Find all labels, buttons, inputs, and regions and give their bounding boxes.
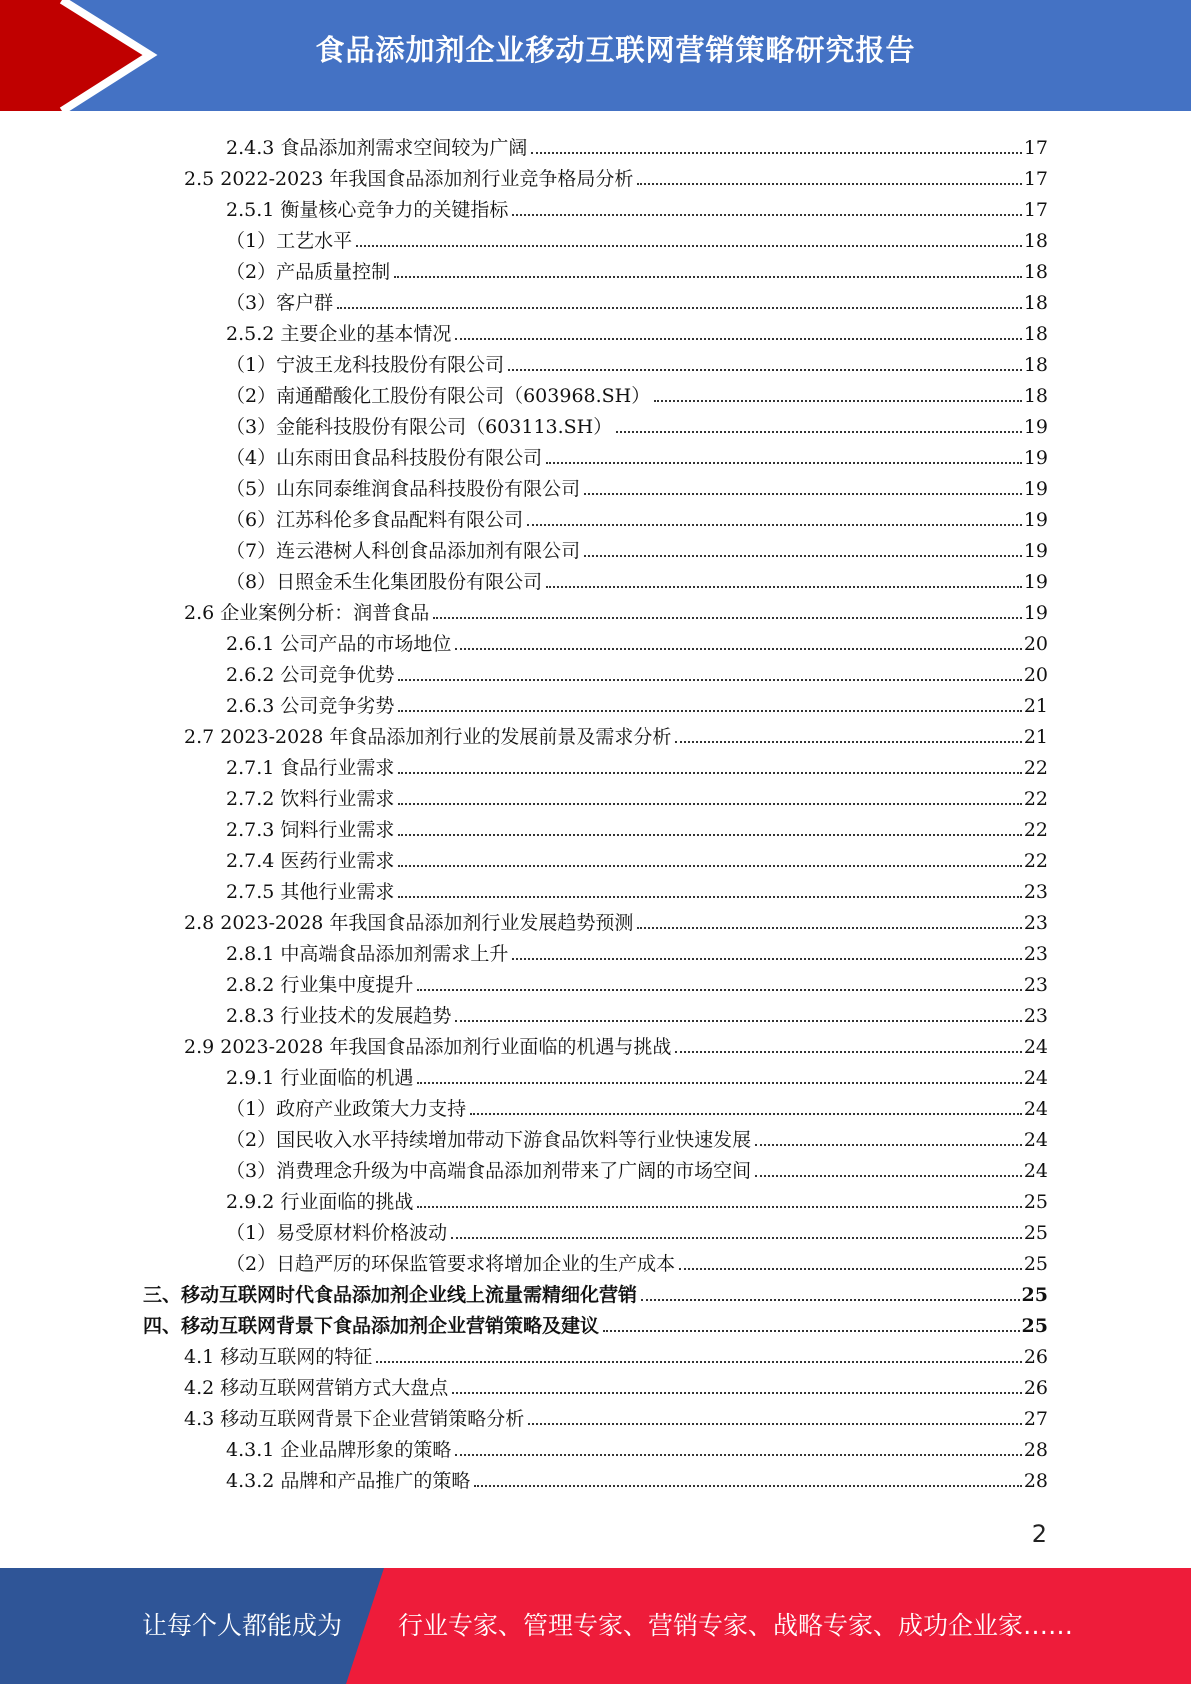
toc-dot-leader [755, 1175, 1022, 1177]
toc-entry-label: 4.3.2 品牌和产品推广的策略 [226, 1470, 471, 1492]
toc-entry-page: 19 [1023, 509, 1048, 531]
toc-entry[interactable] [226, 934, 1048, 965]
toc-entry-label: 2.9 2023-2028 年我国食品添加剂行业面临的机遇与挑战 [184, 1036, 672, 1058]
toc-entry[interactable] [184, 717, 1048, 748]
toc-entry[interactable] [226, 469, 1048, 500]
toc-dot-leader [455, 338, 1021, 340]
toc-dot-leader [451, 1237, 1022, 1239]
toc-entry[interactable] [226, 872, 1048, 903]
toc-dot-leader [398, 679, 1021, 681]
toc-entry-page: 25 [1023, 1253, 1048, 1275]
toc-entry-label: 2.7.2 饮料行业需求 [226, 788, 395, 810]
toc-dot-leader [398, 896, 1021, 898]
toc-entry-page: 20 [1023, 633, 1048, 655]
toc-entry[interactable] [143, 1275, 1048, 1306]
toc-entry[interactable] [226, 438, 1048, 469]
toc-dot-leader [398, 772, 1021, 774]
toc-entry-page: 22 [1023, 757, 1048, 779]
toc-entry[interactable] [184, 1027, 1048, 1058]
toc-entry-label: 2.7 2023-2028 年食品添加剂行业的发展前景及需求分析 [184, 726, 672, 748]
toc-dot-leader [398, 710, 1021, 712]
toc-entry-label: （6）江苏科伦多食品配料有限公司 [226, 509, 524, 531]
toc-entry[interactable] [226, 1151, 1048, 1182]
toc-dot-leader [654, 400, 1022, 402]
toc-entry[interactable] [226, 1182, 1048, 1213]
toc-entry-label: 2.6 企业案例分析：润普食品 [184, 602, 430, 624]
toc-entry[interactable] [226, 283, 1048, 314]
toc-entry-page: 28 [1023, 1470, 1048, 1492]
toc-entry-label: （1）易受原材料价格波动 [226, 1222, 448, 1244]
page-number: 2 [1031, 1520, 1047, 1548]
toc-entry[interactable] [226, 190, 1048, 221]
toc-entry-page: 23 [1023, 912, 1048, 934]
toc-entry-label: 2.5.1 衡量核心竞争力的关键指标 [226, 199, 509, 221]
toc-entry-label: 2.7.3 饲料行业需求 [226, 819, 395, 841]
toc-entry-label: （3）消费理念升级为中高端食品添加剂带来了广阔的市场空间 [226, 1160, 752, 1182]
toc-entry-label: 4.1 移动互联网的特征 [184, 1346, 373, 1368]
toc-entry-label: 四、移动互联网背景下食品添加剂企业营销策略及建议 [143, 1315, 600, 1337]
toc-entry-page: 25 [1021, 1315, 1048, 1337]
toc-entry[interactable] [226, 252, 1048, 283]
toc-dot-leader [527, 524, 1022, 526]
toc-entry-label: 4.3.1 企业品牌形象的策略 [226, 1439, 452, 1461]
toc-entry[interactable] [226, 1120, 1048, 1151]
toc-entry-page: 27 [1023, 1408, 1048, 1430]
toc-entry-page: 23 [1023, 974, 1048, 996]
toc-entry[interactable] [226, 1461, 1048, 1492]
toc-dot-leader [474, 1485, 1021, 1487]
toc-entry-page: 22 [1023, 819, 1048, 841]
toc-entry-label: 2.6.1 公司产品的市场地位 [226, 633, 452, 655]
toc-dot-leader [433, 617, 1022, 619]
toc-entry[interactable] [226, 562, 1048, 593]
toc-entry-page: 19 [1023, 447, 1048, 469]
toc-entry-page: 19 [1023, 540, 1048, 562]
toc-entry-label: （3）金能科技股份有限公司（603113.SH） [226, 416, 613, 438]
toc-entry-label: 2.7.1 食品行业需求 [226, 757, 395, 779]
toc-entry[interactable] [226, 314, 1048, 345]
toc-entry-label: 2.6.3 公司竞争劣势 [226, 695, 395, 717]
toc-entry[interactable] [226, 810, 1048, 841]
toc-entry-page: 22 [1023, 788, 1048, 810]
toc-dot-leader [531, 152, 1021, 154]
toc-entry-page: 24 [1023, 1067, 1048, 1089]
toc-entry[interactable] [226, 1213, 1048, 1244]
toc-dot-leader [512, 958, 1021, 960]
toc-entry-page: 19 [1023, 571, 1048, 593]
toc-dot-leader [376, 1361, 1022, 1363]
toc-entry-label: 2.8.3 行业技术的发展趋势 [226, 1005, 452, 1027]
toc-dot-leader [616, 431, 1022, 433]
footer-slogan-right: 行业专家、管理专家、营销专家、战略专家、成功企业家…… [398, 1611, 1074, 1640]
toc-entry-page: 18 [1023, 261, 1048, 283]
toc-dot-leader [675, 741, 1021, 743]
toc-entry-page: 18 [1023, 323, 1048, 345]
toc-entry[interactable] [184, 1337, 1048, 1368]
toc-entry-label: 2.4.3 食品添加剂需求空间较为广阔 [226, 137, 528, 159]
toc-entry-page: 19 [1023, 478, 1048, 500]
toc-dot-leader [455, 1020, 1021, 1022]
toc-dot-leader [528, 1423, 1022, 1425]
toc-dot-leader [337, 307, 1022, 309]
toc-entry[interactable] [226, 376, 1048, 407]
toc-entry-page: 18 [1023, 292, 1048, 314]
toc-entry-page: 17 [1023, 199, 1048, 221]
toc-entry-label: 2.9.1 行业面临的机遇 [226, 1067, 414, 1089]
toc-entry-label: （5）山东同泰维润食品科技股份有限公司 [226, 478, 581, 500]
toc-entry-label: （3）客户群 [226, 292, 334, 314]
toc-entry[interactable] [226, 841, 1048, 872]
toc-entry-label: 2.8.2 行业集中度提升 [226, 974, 414, 996]
toc-entry-label: 2.5 2022-2023 年我国食品添加剂行业竞争格局分析 [184, 168, 634, 190]
toc-entry[interactable] [226, 1089, 1048, 1120]
toc-entry-label: 2.6.2 公司竞争优势 [226, 664, 395, 686]
toc-dot-leader [452, 1392, 1022, 1394]
toc-dot-leader [455, 648, 1021, 650]
toc-entry-page: 22 [1023, 850, 1048, 872]
toc-entry[interactable] [226, 655, 1048, 686]
toc-entry-page: 26 [1023, 1377, 1048, 1399]
toc-entry[interactable] [226, 1058, 1048, 1089]
toc-entry[interactable] [226, 686, 1048, 717]
toc-entry[interactable] [226, 996, 1048, 1027]
toc-entry-label: （1）工艺水平 [226, 230, 353, 252]
toc-entry-label: 4.2 移动互联网营销方式大盘点 [184, 1377, 449, 1399]
toc-entry-page: 23 [1023, 943, 1048, 965]
toc-entry[interactable] [226, 1244, 1048, 1275]
toc-entry[interactable] [226, 1430, 1048, 1461]
toc-entry-page: 18 [1023, 354, 1048, 376]
toc-entry-page: 21 [1023, 695, 1048, 717]
toc-dot-leader [675, 1051, 1021, 1053]
toc-entry-page: 26 [1023, 1346, 1048, 1368]
toc-dot-leader [455, 1454, 1021, 1456]
toc-dot-leader [356, 245, 1022, 247]
toc-entry-label: 2.8 2023-2028 年我国食品添加剂行业发展趋势预测 [184, 912, 634, 934]
toc-entry-page: 18 [1023, 230, 1048, 252]
toc-entry-label: 三、移动互联网时代食品添加剂企业线上流量需精细化营销 [143, 1284, 638, 1306]
footer-slogan-left: 让每个人都能成为 [142, 1611, 343, 1640]
toc-entry-label: （1）政府产业政策大力支持 [226, 1098, 467, 1120]
page-footer [0, 1568, 1191, 1684]
toc-dot-leader [394, 276, 1022, 278]
toc-entry[interactable] [184, 593, 1048, 624]
toc-entry-page: 24 [1023, 1098, 1048, 1120]
toc-entry-page: 23 [1023, 881, 1048, 903]
report-title: 食品添加剂企业移动互联网营销策略研究报告 [315, 33, 916, 67]
toc-entry-page: 17 [1023, 168, 1048, 190]
toc-entry-label: 2.7.5 其他行业需求 [226, 881, 395, 903]
toc-entry-label: （2）国民收入水平持续增加带动下游食品饮料等行业快速发展 [226, 1129, 752, 1151]
toc-entry-page: 25 [1021, 1284, 1048, 1306]
toc-entry-label: （1）宁波王龙科技股份有限公司 [226, 354, 505, 376]
toc-entry-page: 19 [1023, 416, 1048, 438]
toc-dot-leader [546, 586, 1022, 588]
toc-entry-page: 23 [1023, 1005, 1048, 1027]
toc-entry-label: （7）连云港树人科创食品添加剂有限公司 [226, 540, 581, 562]
toc-entry[interactable] [226, 748, 1048, 779]
toc-dot-leader [641, 1299, 1020, 1301]
toc-entry[interactable] [226, 500, 1048, 531]
toc-entry-page: 17 [1023, 137, 1048, 159]
toc-dot-leader [398, 803, 1021, 805]
toc-dot-leader [512, 214, 1021, 216]
toc-entry[interactable] [143, 1306, 1048, 1337]
toc-entry-page: 25 [1023, 1191, 1048, 1213]
toc-dot-leader [417, 1082, 1021, 1084]
toc-dot-leader [546, 462, 1022, 464]
toc-dot-leader [470, 1113, 1022, 1115]
toc-entry-page: 20 [1023, 664, 1048, 686]
toc-entry-page: 24 [1023, 1160, 1048, 1182]
toc-entry[interactable] [226, 221, 1048, 252]
toc-entry-label: 4.3 移动互联网背景下企业营销策略分析 [184, 1408, 525, 1430]
toc-entry-page: 24 [1023, 1036, 1048, 1058]
toc-entry-label: （2）南通醋酸化工股份有限公司（603968.SH） [226, 385, 651, 407]
toc-entry[interactable] [226, 531, 1048, 562]
toc-entry[interactable] [226, 624, 1048, 655]
toc-dot-leader [584, 493, 1022, 495]
toc-entry-label: （4）山东雨田食品科技股份有限公司 [226, 447, 543, 469]
toc-entry-page: 18 [1023, 385, 1048, 407]
toc-dot-leader [398, 834, 1021, 836]
toc-entry[interactable] [226, 345, 1048, 376]
toc-entry-page: 19 [1023, 602, 1048, 624]
toc-entry[interactable] [226, 128, 1048, 159]
page-header [0, 0, 1191, 111]
toc-dot-leader [679, 1268, 1022, 1270]
toc-dot-leader [508, 369, 1022, 371]
toc-dot-leader [637, 183, 1021, 185]
toc-entry[interactable] [226, 407, 1048, 438]
toc-entry[interactable] [226, 965, 1048, 996]
toc-dot-leader [603, 1330, 1020, 1332]
toc-entry-label: （2）产品质量控制 [226, 261, 391, 283]
toc-entry[interactable] [184, 1399, 1048, 1430]
toc-entry-page: 21 [1023, 726, 1048, 748]
toc-entry-page: 24 [1023, 1129, 1048, 1151]
toc-entry-label: 2.9.2 行业面临的挑战 [226, 1191, 414, 1213]
toc-dot-leader [398, 865, 1021, 867]
toc-dot-leader [637, 927, 1021, 929]
toc-entry-label: （8）日照金禾生化集团股份有限公司 [226, 571, 543, 593]
toc-entry-page: 25 [1023, 1222, 1048, 1244]
toc-dot-leader [755, 1144, 1022, 1146]
toc-entry[interactable] [226, 779, 1048, 810]
toc-entry-page: 28 [1023, 1439, 1048, 1461]
toc-entry-label: 2.7.4 医药行业需求 [226, 850, 395, 872]
toc-entry-label: （2）日趋严厉的环保监管要求将增加企业的生产成本 [226, 1253, 676, 1275]
toc-dot-leader [417, 1206, 1021, 1208]
toc-entry-label: 2.5.2 主要企业的基本情况 [226, 323, 452, 345]
toc-entry-label: 2.8.1 中高端食品添加剂需求上升 [226, 943, 509, 965]
toc-entry[interactable] [184, 903, 1048, 934]
toc-dot-leader [584, 555, 1022, 557]
toc-entry[interactable] [184, 159, 1048, 190]
toc-entry[interactable] [184, 1368, 1048, 1399]
toc-dot-leader [417, 989, 1021, 991]
